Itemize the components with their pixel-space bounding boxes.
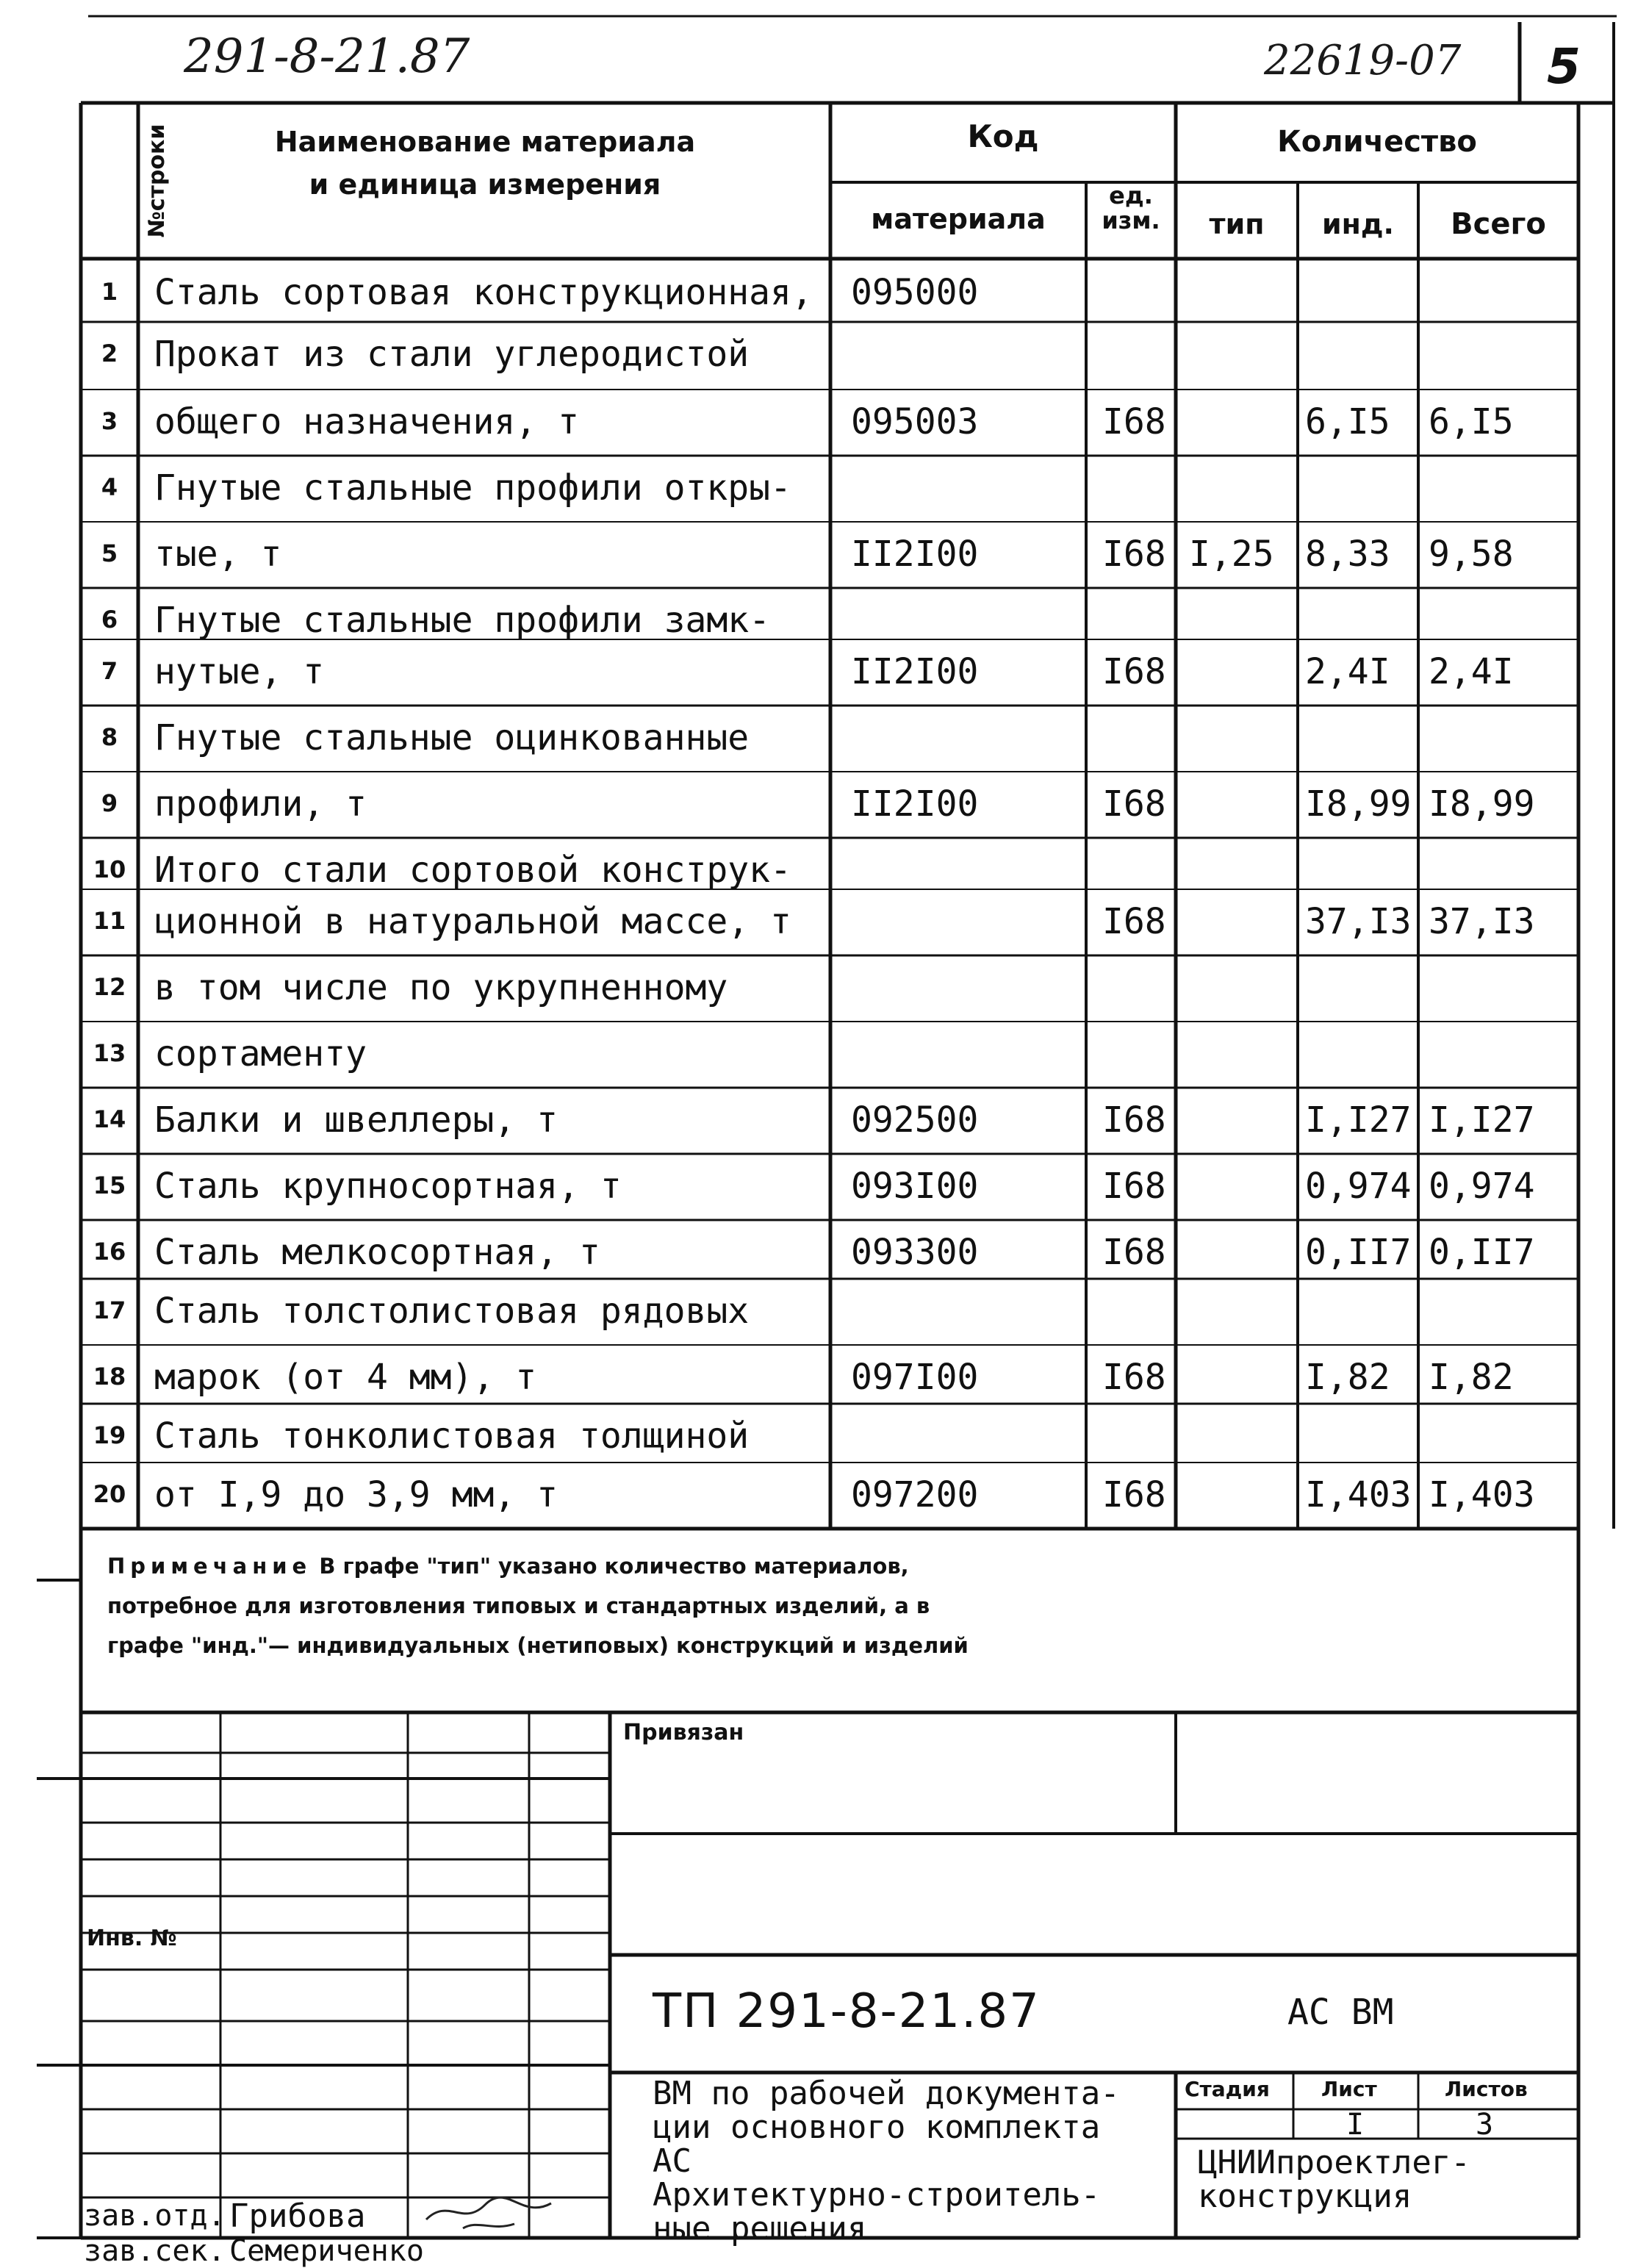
desc-line2: ции основного комплекта xyxy=(653,2109,1101,2146)
organization xyxy=(1198,2146,1470,2214)
row-number: 19 xyxy=(93,1421,126,1449)
unit-code: I68 xyxy=(1102,651,1166,692)
row-number: 7 xyxy=(101,657,118,685)
header-name-line2: и единица измерения xyxy=(309,168,661,201)
material-code: 095000 xyxy=(851,272,979,313)
material-name: Гнутые стальные профили замк- xyxy=(154,600,771,641)
header-row-number: №строки xyxy=(144,123,170,238)
material-name: от I,9 до 3,9 мм, т xyxy=(154,1474,558,1515)
qty-total: I,82 xyxy=(1429,1357,1514,1398)
header-code-unit xyxy=(1086,184,1176,233)
desc-line3: АС xyxy=(653,2142,691,2180)
row-number: 18 xyxy=(93,1363,126,1390)
material-name: тые, т xyxy=(154,534,282,575)
qty-ind: I,82 xyxy=(1305,1357,1390,1398)
desc-line4: Архитектурно-строитель- xyxy=(653,2176,1101,2214)
material-code: 093300 xyxy=(851,1232,979,1273)
signer2-name: Семериченко xyxy=(229,2234,424,2268)
material-name: марок (от 4 мм), т xyxy=(154,1357,537,1398)
sheet-label: Лист xyxy=(1321,2077,1377,2101)
material-name: Сталь мелкосортная, т xyxy=(154,1232,600,1273)
row-number: 4 xyxy=(101,473,118,501)
qty-type: I,25 xyxy=(1189,534,1274,575)
document-code: ТП 291-8-21.87 xyxy=(653,1984,1041,2039)
material-name: сортаменту xyxy=(154,1033,367,1074)
row-number: 13 xyxy=(93,1039,126,1067)
material-name: профили, т xyxy=(154,783,367,825)
material-code: II2I00 xyxy=(851,534,979,575)
unit-code: I68 xyxy=(1102,901,1166,942)
org-line1: ЦНИИпроектлег- xyxy=(1198,2144,1470,2181)
header-qty-type: тип xyxy=(1209,208,1265,240)
inventory-number-label: Инв. № xyxy=(87,1926,177,1951)
qty-ind: I8,99 xyxy=(1305,783,1412,825)
header-name xyxy=(147,125,823,202)
row-number: 17 xyxy=(93,1296,126,1324)
sheets-value: 3 xyxy=(1476,2108,1494,2142)
row-number: 12 xyxy=(93,973,126,1001)
qty-total: 9,58 xyxy=(1429,534,1514,575)
row-number: 6 xyxy=(101,606,118,634)
signature-scribble xyxy=(419,2190,566,2234)
material-name: Прокат из стали углеродистой xyxy=(154,334,750,375)
material-name: Итого стали сортовой конструк- xyxy=(154,850,791,891)
material-name: Сталь крупносортная, т xyxy=(154,1166,622,1207)
handwritten-doc-number: 291-8-21.87 xyxy=(184,29,470,84)
row-number: 10 xyxy=(93,855,126,883)
qty-total: I,I27 xyxy=(1429,1099,1535,1141)
signer1-name: Грибова xyxy=(229,2197,366,2235)
stage-label: Стадия xyxy=(1185,2077,1270,2101)
qty-ind: 0,II7 xyxy=(1305,1232,1412,1273)
document-description xyxy=(653,2077,1120,2246)
material-name: Гнутые стальные профили откры- xyxy=(154,467,791,509)
material-name: Сталь сортовая конструкционная, xyxy=(154,272,813,313)
material-code: 092500 xyxy=(851,1099,979,1141)
qty-total: 37,I3 xyxy=(1429,901,1535,942)
row-number: 8 xyxy=(101,723,118,751)
unit-code: I68 xyxy=(1102,1166,1166,1207)
signer1-role: зав.отд. xyxy=(84,2199,226,2233)
material-code: 095003 xyxy=(851,401,979,442)
row-number: 9 xyxy=(101,789,118,817)
note-text: В графе "тип" указано количество материалов, потребное для изготовления типовых и стандартных изделий, а в графе "инд."— индивидуальных (нетиповых) конструкций и изделий xyxy=(107,1554,969,1658)
sheets-label: Листов xyxy=(1445,2077,1528,2101)
material-code: 097I00 xyxy=(851,1357,979,1398)
header-qty-total: Всего xyxy=(1451,207,1546,241)
handwritten-archive-number: 22619-07 xyxy=(1264,37,1462,85)
row-number: 1 xyxy=(101,278,118,306)
qty-ind: I,403 xyxy=(1305,1474,1412,1515)
header-unit-line2: изм. xyxy=(1102,206,1160,234)
header-quantity: Количество xyxy=(1277,125,1477,159)
unit-code: I68 xyxy=(1102,1232,1166,1273)
qty-ind: 37,I3 xyxy=(1305,901,1412,942)
header-unit-line1: ед. xyxy=(1109,182,1153,209)
signer2-role: зав.сек. xyxy=(84,2234,226,2268)
material-name: общего назначения, т xyxy=(154,401,579,442)
material-code: 093I00 xyxy=(851,1166,979,1207)
material-name: Гнутые стальные оцинкованные xyxy=(154,717,750,758)
unit-code: I68 xyxy=(1102,401,1166,442)
material-name: нутые, т xyxy=(154,651,325,692)
desc-line5: ные решения xyxy=(653,2210,867,2247)
privyazan-label: Привязан xyxy=(623,1720,744,1745)
material-name: Сталь толстолистовая рядовых xyxy=(154,1291,750,1332)
qty-ind: 6,I5 xyxy=(1305,401,1390,442)
header-code-material: материала xyxy=(871,203,1046,235)
note-keyword: Примечание xyxy=(107,1554,312,1579)
row-number: 2 xyxy=(101,340,118,367)
row-number: 3 xyxy=(101,407,118,435)
material-name: ционной в натуральной массе, т xyxy=(154,901,791,942)
qty-total: I8,99 xyxy=(1429,783,1535,825)
row-number: 5 xyxy=(101,539,118,567)
qty-total: 2,4I xyxy=(1429,651,1514,692)
row-number: 15 xyxy=(93,1171,126,1199)
unit-code: I68 xyxy=(1102,1099,1166,1141)
row-number: 14 xyxy=(93,1105,126,1133)
page-number: 5 xyxy=(1547,37,1581,95)
header-code: Код xyxy=(967,118,1039,154)
qty-ind: 8,33 xyxy=(1305,534,1390,575)
qty-total: I,403 xyxy=(1429,1474,1535,1515)
material-code: II2I00 xyxy=(851,783,979,825)
material-name: Балки и швеллеры, т xyxy=(154,1099,558,1141)
row-number: 16 xyxy=(93,1238,126,1266)
qty-total: 0,974 xyxy=(1429,1166,1535,1207)
material-name: в том числе по укрупненному xyxy=(154,967,728,1008)
note-block xyxy=(107,1546,989,1665)
sheet-value: I xyxy=(1346,2108,1365,2142)
material-name: Сталь тонколистовая толщиной xyxy=(154,1415,750,1457)
qty-ind: I,I27 xyxy=(1305,1099,1412,1141)
material-code: II2I00 xyxy=(851,651,979,692)
row-number: 11 xyxy=(93,907,126,935)
document-mark: АС ВМ xyxy=(1287,1992,1394,2033)
qty-ind: 2,4I xyxy=(1305,651,1390,692)
unit-code: I68 xyxy=(1102,1357,1166,1398)
qty-ind: 0,974 xyxy=(1305,1166,1412,1207)
unit-code: I68 xyxy=(1102,1474,1166,1515)
row-number: 20 xyxy=(93,1480,126,1508)
unit-code: I68 xyxy=(1102,534,1166,575)
material-code: 097200 xyxy=(851,1474,979,1515)
desc-line1: ВМ по рабочей документа- xyxy=(653,2075,1120,2112)
qty-total: 0,II7 xyxy=(1429,1232,1535,1273)
header-name-line1: Наименование материала xyxy=(274,126,696,158)
qty-total: 6,I5 xyxy=(1429,401,1514,442)
header-qty-ind: инд. xyxy=(1321,208,1394,240)
unit-code: I68 xyxy=(1102,783,1166,825)
org-line2: конструкция xyxy=(1198,2178,1412,2215)
